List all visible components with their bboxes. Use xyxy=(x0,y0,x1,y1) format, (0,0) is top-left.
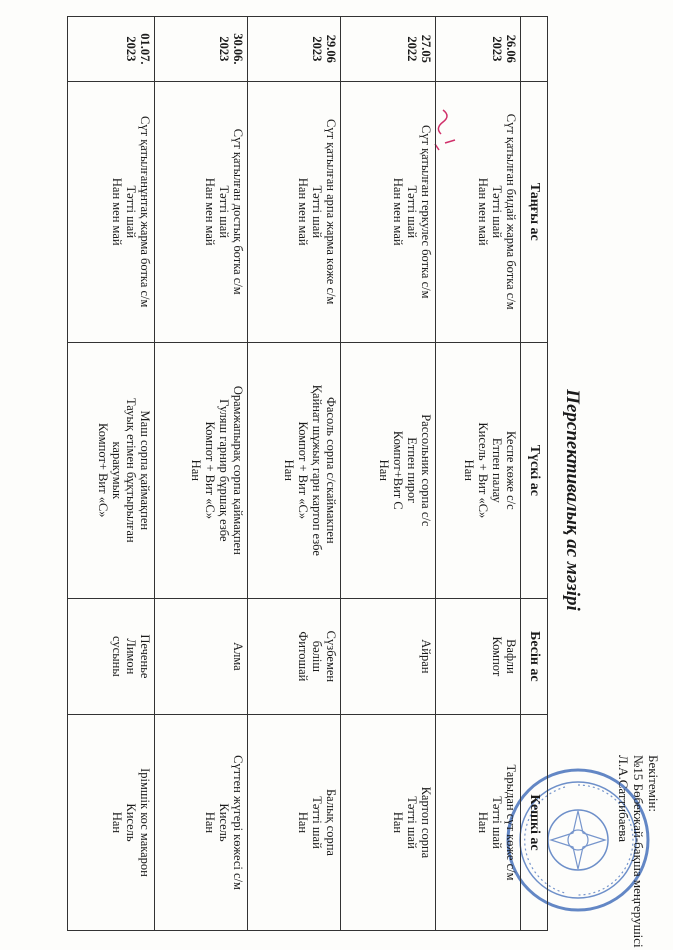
dish: Тәтті шай xyxy=(405,796,419,849)
dish: Айран xyxy=(419,639,433,674)
menu-table xyxy=(67,16,548,931)
dish: Компот+Вит С xyxy=(391,430,405,510)
dish: Қайнат шұжық гарн картоп езбе xyxy=(310,384,324,556)
dish: Гуляш гарнир бұршақ езбе xyxy=(217,399,231,542)
lunch-cell xyxy=(155,342,248,598)
date-year: 2023 xyxy=(217,36,231,62)
table-row xyxy=(248,17,341,931)
dish: Етпен палау xyxy=(490,437,504,503)
date-cell xyxy=(436,17,521,82)
header-breakfast: Таңғы ас xyxy=(521,81,548,342)
dish: Компот+ Вит «С» xyxy=(96,423,110,518)
snack-cell xyxy=(248,598,341,714)
dish: Сүттен жүгері көжесі с/м xyxy=(231,755,245,890)
date-year: 2023 xyxy=(310,36,324,62)
dish: Рассольник сорпа с/с xyxy=(419,414,433,527)
dish: Тауық етімен бұқтырылған xyxy=(124,397,138,543)
dish: Кисель xyxy=(124,803,138,842)
snack-cell xyxy=(436,598,521,714)
dish: Нан мен май xyxy=(296,177,310,246)
date-day: 29.06 xyxy=(324,34,338,63)
header-date xyxy=(521,17,548,82)
dish: Кеспе көже с/с xyxy=(504,430,518,510)
table-row xyxy=(68,17,155,931)
breakfast-cell xyxy=(68,81,155,342)
dish: Сүзбемен xyxy=(324,630,338,683)
dinner-cell xyxy=(341,714,436,930)
dish: Лимон xyxy=(124,638,138,675)
dish: Фасоль сорпа с/скаймакпен xyxy=(324,397,338,544)
approval-block xyxy=(616,755,661,948)
dish: Ірімшік кос макарон xyxy=(138,768,152,877)
header-dinner: Кешкі ас xyxy=(521,714,548,930)
date-year: 2023 xyxy=(124,36,138,62)
lunch-cell xyxy=(248,342,341,598)
dish: Тәтті шай xyxy=(310,796,324,849)
dish: Сүт қатылған геркулес ботка с/м xyxy=(419,124,433,299)
dish: Сүт қатылған достық ботка с/м xyxy=(231,128,245,295)
dish: Нан мен май xyxy=(476,177,490,246)
dinner-cell xyxy=(68,714,155,930)
date-day: 27.05 xyxy=(419,34,433,63)
table-row xyxy=(155,17,248,931)
date-day: 30.06. xyxy=(231,33,245,65)
dish: Нан xyxy=(377,459,391,481)
lunch-cell xyxy=(341,342,436,598)
dish: Орамжапырақ сорпа қаймақпен xyxy=(231,385,245,555)
dish: Компот xyxy=(490,636,504,677)
dish: Кисель + Вит «С» xyxy=(476,422,490,519)
date-day: 01.07. xyxy=(138,33,152,65)
breakfast-cell xyxy=(436,81,521,342)
dish: Нан xyxy=(476,811,490,834)
approval-line-3: Л.А.Саттибаева xyxy=(616,755,631,843)
breakfast-cell xyxy=(155,81,248,342)
header-snack: Бесін ас xyxy=(521,598,548,714)
dish: Тәтті шай xyxy=(490,796,504,849)
dish: бәліш xyxy=(310,640,324,672)
dish: Алма xyxy=(231,642,245,671)
date-cell xyxy=(248,17,341,82)
dish: Нан xyxy=(110,811,124,834)
dish: Маш сорпа қаймақпен xyxy=(138,410,152,531)
dish: Нан мен май xyxy=(203,177,217,246)
dish: Фитошай xyxy=(296,631,310,682)
page-title: Перспективалық ас мәзірі xyxy=(562,389,583,611)
header-lunch: Түскі ас xyxy=(521,342,548,598)
dish: Нан мен май xyxy=(110,177,124,246)
table-row xyxy=(436,17,521,931)
dish: Тәтті шай xyxy=(217,185,231,239)
date-year: 2023 xyxy=(490,36,504,62)
dish: Компот + Вит «С» xyxy=(296,421,310,520)
date-cell xyxy=(68,17,155,82)
dish: сусыны xyxy=(110,636,124,677)
date-cell xyxy=(341,17,436,82)
header-row xyxy=(521,17,548,931)
snack-cell xyxy=(155,598,248,714)
lunch-cell xyxy=(68,342,155,598)
dish: Нан xyxy=(282,459,296,481)
dish: Сүт қатылғанұнтақ жарма ботка с/м xyxy=(138,116,152,308)
approval-line-1: Бекітемін: xyxy=(646,755,661,813)
lunch-cell xyxy=(436,342,521,598)
table-row xyxy=(341,17,436,931)
snack-cell xyxy=(68,598,155,714)
dish: Сүт қатылған арпа жарма көже с/м xyxy=(324,119,338,305)
dish: Картоп сорпа xyxy=(419,786,433,859)
dinner-cell xyxy=(436,714,521,930)
dish: Тәтті шай xyxy=(405,185,419,239)
dish: Тәтті шай xyxy=(124,185,138,239)
dish: Сүт қатылған бидай жарма ботка с/м xyxy=(504,113,518,310)
dish: Нан xyxy=(462,459,476,481)
dish: Тәтті шай xyxy=(490,185,504,239)
dish: Тарыдан сүт көже с/м xyxy=(504,764,518,881)
dish: Тәтті шай xyxy=(310,185,324,239)
dish: Печенье xyxy=(138,634,152,679)
date-year: 2022 xyxy=(405,36,419,62)
date-day: 26.06 xyxy=(504,34,518,63)
breakfast-cell xyxy=(248,81,341,342)
approval-line-2: №15 Бөбекжай-бақша меңгерушісі xyxy=(631,755,646,948)
date-cell xyxy=(155,17,248,82)
dish: Етпен пирог xyxy=(405,437,419,504)
dish: Нан xyxy=(203,811,217,834)
dish: Компот + Вит «С» xyxy=(203,421,217,520)
dish: Кисель xyxy=(217,803,231,842)
snack-cell xyxy=(341,598,436,714)
dish: Нан xyxy=(296,811,310,834)
dish: Балық сорпа xyxy=(324,789,338,856)
dish: Нан мен май xyxy=(391,177,405,246)
dish: Нан xyxy=(391,811,405,834)
dish: Нан xyxy=(189,459,203,481)
dinner-cell xyxy=(155,714,248,930)
dish: каракумык xyxy=(110,441,124,500)
breakfast-cell xyxy=(341,81,436,342)
dish: Вафли xyxy=(504,639,518,674)
dinner-cell xyxy=(248,714,341,930)
